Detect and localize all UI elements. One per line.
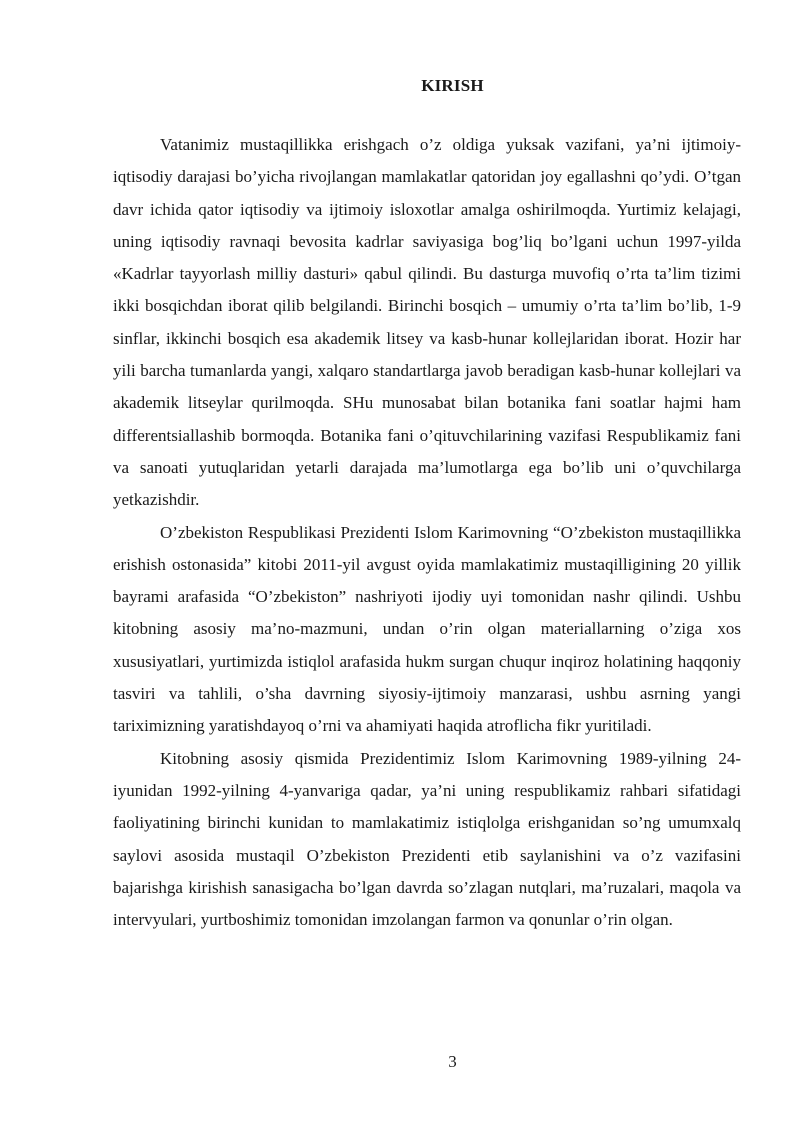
- body-text: [113, 129, 741, 936]
- paragraph-contents: Kitobning asosiy qismida Prezidentimiz Islom Karimovning 1989-yilning 24-iyunidan 1992-yilning 4-yanvariga qadar, ya’ni uning respublikamiz rahbari sifatidagi faoliyatining birinchi kunidan to mamlakatimiz istiqlolga erishganidan so’ng umumxalq saylovi asosida mustaqil O’zbekiston Prezidenti etib saylanishini va o’z vazifasini bajarishga kirishish sanasigacha bo’lgan davrda so’zlagan nutqlari, ma’ruzalari, maqola va intervyulari, yurtboshimiz tomonidan imzolangan farmon va qonunlar o’rin olgan.: [113, 748, 741, 930]
- page-number: 3: [448, 1052, 457, 1071]
- paragraph-book: O’zbekiston Respublikasi Prezidenti Islom Karimovning “O’zbekiston mustaqillikka erishish ostonasida” kitobi 2011-yil avgust oyida mamlakatimiz mustaqilligining 20 yillik bayrami arafasida “O’zbekiston” nashriyoti ijodiy uyi tomonidan nashr qilindi. Ushbu kitobning asosiy ma’no-mazmuni, undan o’rin olgan materiallarning o’ziga xos xususiyatlari, yurtimizda istiqlol arafasida hukm surgan chuqur inqiroz holatining haqqoniy tasviri va tahlili, o’sha davrning siyosiy-ijtimoiy manzarasi, ushbu asrning yangi tariximizning yaratishdayoq o’rni va ahamiyati haqida atroflicha fikr yuritiladi.: [113, 522, 741, 736]
- paragraph-intro: Vatanimiz mustaqillikka erishgach o’z oldiga yuksak vazifani, ya’ni ijtimoiy-iqtisodiy darajasi bo’yicha rivojlangan mamlakatlar qatoridan joy egallashni qo’ydi. O’tgan davr ichida qator iqtisodiy va ijtimoiy isloxotlar amalga oshirilmoqda. Yurtimiz kelajagi, uning iqtisodiy ravnaqi bevosita kadrlar saviyasiga bog’liq bo’lgani uchun 1997-yilda «Kadrlar tayyorlash milliy dasturi» qabul qilindi. Bu dasturga muvofiq o’rta ta’lim tizimi ikki bosqichdan iborat qilib belgilandi. Birinchi bosqich – umumiy o’rta ta’lim bo’lib, 1-9 sinflar, ikkinchi bosqich esa akademik litsey va kasb-hunar kollejlaridan iborat. Hozir har yili barcha tumanlarda yangi, xalqaro standartlarga javob beradigan kasb-hunar kollejlari va akademik litseylar qurilmoqda. SHu munosabat bilan botanika fani soatlar hajmi ham differentsiallashib bormoqda. Botanika fani o’qituvchilarining vazifasi Respublikamiz fani va sanoati yutuqlaridan yetarli darajada ma’lumotlarga ega bo’lib uni o’quvchilarga yetkazishdir.: [113, 135, 741, 510]
- page-title: KIRISH: [421, 76, 484, 95]
